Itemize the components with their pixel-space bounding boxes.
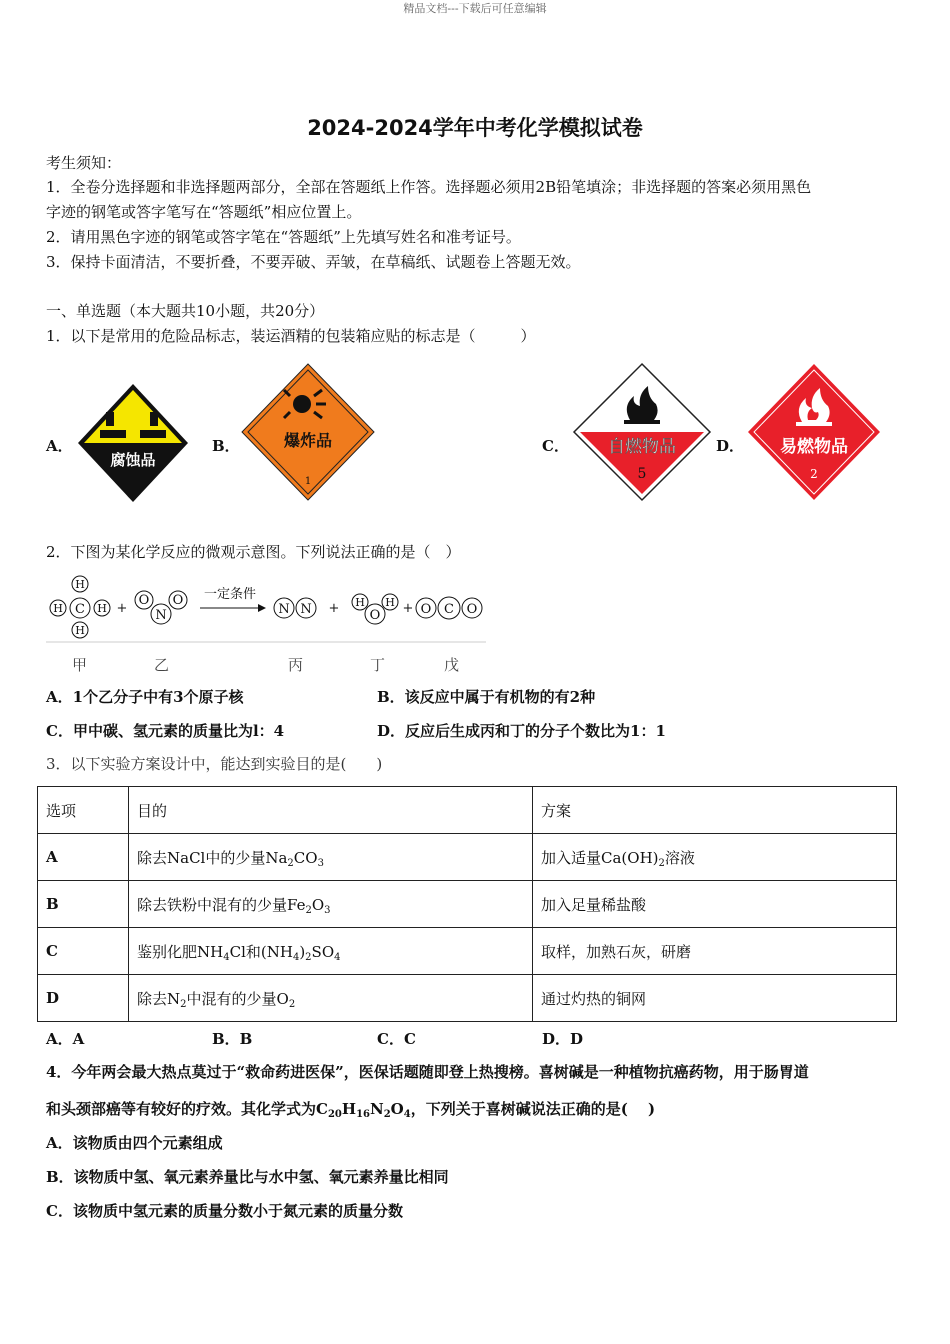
q3-table (37, 786, 897, 1022)
corrosive-sign-icon (76, 382, 190, 504)
q1-option-d-letter: D． (716, 437, 745, 455)
table-header-plan: 方案 (533, 787, 897, 834)
explosive-sign-icon (240, 362, 376, 502)
label-ding: 丁 (370, 656, 386, 674)
row-plan: 取样，加熟石灰，研磨 (533, 928, 897, 975)
table-header-goal: 目的 (129, 787, 533, 834)
spontaneous-combustion-sign-label: 自燃物品 (608, 437, 676, 457)
q1-option-c-letter: C． (542, 437, 569, 455)
atom-h-4: H (97, 602, 107, 615)
q4-stem-line-1: 4．今年两会最大热点莫过于“救命药进医保”，医保话题随即登上热搜榜。喜树碱是一种植物抗癌药物，用于肠胃道 (46, 1063, 809, 1081)
q3-answer-c: C．C (377, 1030, 416, 1048)
svg-text:+: + (402, 601, 414, 616)
q2-option-a: A．1个乙分子中有3个原子核 (46, 688, 244, 706)
q1-option-a-letter: A． (46, 437, 73, 455)
row-plan: 加入足量稀盐酸 (533, 881, 897, 928)
table-header-row (38, 787, 897, 834)
atom-n-2: N (278, 602, 290, 617)
row-option: D (38, 975, 129, 1022)
atom-h-1: H (75, 578, 85, 591)
q2-option-c: C．甲中碳、氢元素的质量比为l：4 (46, 722, 285, 740)
table-header-option: 选项 (38, 787, 129, 834)
q3-answer-a: A．A (46, 1030, 85, 1048)
page-title: 2024-2024学年中考化学模拟试卷 (307, 116, 643, 140)
notice-item-1-line-2: 字迹的钢笔或答字笔写在“答题纸”相应位置上。 (46, 203, 362, 221)
atom-o-1: O (138, 593, 150, 608)
corrosive-sign-label: 腐蚀品 (110, 451, 156, 469)
label-bing: 丙 (288, 656, 304, 674)
notice-item-1-line-1: 1．全卷分选择题和非选择题两部分，全部在答题纸上作答。选择题必须用2B铅笔填涂；非选择题的答案必须用黑色 (46, 178, 812, 196)
q2-option-b: B．该反应中属于有机物的有2种 (377, 688, 596, 706)
flammable-sign-icon (746, 362, 882, 502)
atom-o-5: O (466, 602, 478, 617)
atom-o-2: O (172, 593, 184, 608)
row-goal: 除去$N_2$中混有的少量$O_2$ (129, 975, 533, 1022)
row-option: C (38, 928, 129, 975)
flammable-sign-number: 2 (810, 467, 818, 481)
section-heading: 一、单选题（本大题共10小题，共20分） (46, 302, 325, 320)
row-option: A (38, 834, 129, 881)
label-yi: 乙 (154, 656, 170, 674)
row-goal: 鉴别化肥$NH_4Cl$和$(NH_4)_2SO_4$ (129, 928, 533, 975)
q4-stem-line-2: 和头颈部癌等有较好的疗效。其化学式为$C_{20}H_{16}N_2O_4$，下列关于喜树碱说法正确的是( ) (46, 1100, 656, 1120)
atom-n-3: N (300, 602, 312, 617)
row-goal: 除去铁粉中混有的少量$Fe_2O_3$ (129, 881, 533, 928)
notice-item-3: 3．保持卡面清洁，不要折叠，不要弄破、弄皱，在草稿纸、试题卷上答题无效。 (46, 253, 581, 271)
atom-c-1: C (75, 602, 85, 617)
q1-option-b-letter: B． (212, 437, 240, 455)
corrosive-sign-yellow (84, 390, 182, 443)
svg-text:+: + (328, 601, 340, 616)
row-plan: 通过灼热的铜网 (533, 975, 897, 1022)
table-row (38, 975, 897, 1022)
notice-item-2: 2．请用黑色字迹的钢笔或答字笔在“答题纸”上先填写姓名和准考证号。 (46, 228, 521, 246)
table-row (38, 834, 897, 881)
q4-option-a: A．该物质由四个元素组成 (46, 1134, 223, 1152)
reaction-diagram (44, 572, 490, 676)
q1-stem: 1．以下是常用的危险品标志，装运酒精的包装箱应贴的标志是（ ） (46, 327, 536, 345)
atom-h-3: H (53, 602, 63, 615)
row-goal: 除去NaCl中的少量$Na_2CO_3$ (129, 834, 533, 881)
atom-o-3: O (369, 608, 381, 623)
q4-option-c: C．该物质中氢元素的质量分数小于氮元素的质量分数 (46, 1202, 403, 1220)
table-row (38, 928, 897, 975)
q2-option-d: D．反应后生成丙和丁的分子个数比为1：1 (377, 722, 666, 740)
row-plan: 加入适量$Ca(OH)_2$溶液 (533, 834, 897, 881)
flammable-sign-label: 易燃物品 (780, 437, 848, 457)
atom-h-2: H (75, 624, 85, 637)
atom-h-5: H (355, 596, 365, 609)
row-option: B (38, 881, 129, 928)
svg-text:+: + (116, 601, 128, 616)
atom-c-2: C (444, 602, 454, 617)
spontaneous-combustion-sign-icon (572, 362, 712, 502)
label-wu: 戊 (444, 656, 460, 674)
explosive-sign-label: 爆炸品 (283, 431, 333, 450)
atom-o-4: O (420, 602, 432, 617)
q3-answer-d: D．D (542, 1030, 584, 1048)
atom-n-1: N (155, 608, 167, 623)
label-jia: 甲 (72, 656, 88, 674)
q2-stem: 2．下图为某化学反应的微观示意图。下列说法正确的是（ ） (46, 543, 461, 561)
q3-answer-b: B．B (212, 1030, 253, 1048)
notice-heading: 考生须知： (46, 154, 122, 172)
atom-h-6: H (385, 596, 395, 609)
table-row (38, 881, 897, 928)
q4-option-b: B．该物质中氢、氧元素养量比与水中氢、氧元素养量比相同 (46, 1168, 449, 1186)
reaction-condition: 一定条件 (203, 587, 257, 602)
header-note: 精品文档---下载后可任意编辑 (403, 2, 547, 15)
spontaneous-combustion-sign-number: 5 (637, 466, 647, 482)
explosive-sign-number: 1 (304, 476, 312, 487)
q3-stem: 3．以下实验方案设计中，能达到实验目的是( ) (46, 755, 383, 773)
